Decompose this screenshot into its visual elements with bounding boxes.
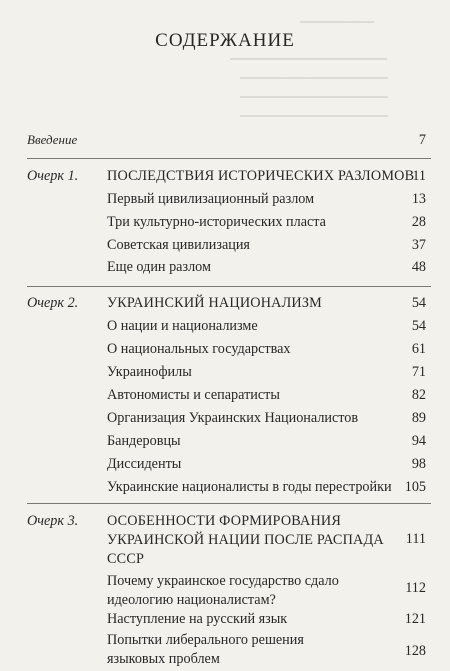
section-title: ОСОБЕННОСТИ ФОРМИРОВАНИЯ УКРАИНСКОЙ НАЦИИ ПОСЛЕ РАСПАДА СССР bbox=[107, 513, 384, 567]
toc-entry-page-number: 121 bbox=[404, 611, 426, 627]
section-prefix: Очерк 3. bbox=[27, 513, 79, 529]
section-page-number: 11 bbox=[412, 168, 426, 184]
toc-section-heading bbox=[0, 292, 450, 314]
intro-page-number: 7 bbox=[418, 132, 426, 148]
toc-entry-label: Наступление на русский язык bbox=[107, 611, 288, 627]
toc-section-heading bbox=[0, 165, 450, 187]
toc-entry-label: Почему украинское государство сдало идеологию националистам? bbox=[107, 573, 339, 608]
toc-entry-label: Автономисты и сепаратисты bbox=[107, 387, 280, 403]
toc-entry-page-number: 82 bbox=[411, 387, 426, 403]
toc-entry-label: Попытки либерального решения языковых проблем bbox=[107, 632, 304, 667]
toc-entry-label: О национальных государствах bbox=[107, 341, 291, 357]
toc-entry-label: Украинские националисты в годы перестройки bbox=[107, 479, 392, 495]
toc-entry-label: Еще один разлом bbox=[107, 259, 211, 275]
toc-entry bbox=[0, 384, 450, 406]
toc-entry-label: Советская цивилизация bbox=[107, 237, 250, 253]
toc-entry bbox=[0, 430, 450, 452]
toc-entry-page-number: 71 bbox=[411, 364, 426, 380]
toc-entry-page-number: 94 bbox=[411, 433, 426, 449]
toc-entry-page-number: 89 bbox=[411, 410, 426, 426]
toc-entry-label: Три культурно-исторических пласта bbox=[107, 214, 326, 230]
section-page-number: 54 bbox=[411, 295, 426, 311]
intro-label: Введение bbox=[27, 132, 78, 147]
section-divider bbox=[27, 158, 431, 159]
toc-entry bbox=[0, 572, 450, 612]
toc-entry-label: Первый цивилизационный разлом bbox=[107, 191, 315, 207]
section-divider bbox=[27, 286, 431, 287]
section-page-number: 111 bbox=[405, 531, 426, 547]
toc-entry bbox=[0, 453, 450, 475]
toc-section-heading bbox=[0, 512, 450, 572]
show-through-texture: ▁▁▁▁▁▁▁▁▁▁▁▁▁▁▁▁ bbox=[240, 65, 388, 79]
toc-entry bbox=[0, 476, 450, 498]
toc-entry-label: О нации и национализме bbox=[107, 318, 258, 334]
toc-entry-page-number: 37 bbox=[411, 237, 426, 253]
section-divider bbox=[27, 503, 431, 504]
toc-entry bbox=[0, 361, 450, 383]
section-prefix: Очерк 1. bbox=[27, 168, 79, 184]
toc-entry-label: Диссиденты bbox=[107, 456, 182, 472]
section-title: УКРАИНСКИЙ НАЦИОНАЛИЗМ bbox=[107, 295, 322, 311]
toc-entry-label: Организация Украинских Националистов bbox=[107, 410, 359, 426]
toc-entry-page-number: 48 bbox=[411, 259, 426, 275]
toc-entry bbox=[0, 407, 450, 429]
toc-entry bbox=[0, 188, 450, 210]
toc-entry-page-number: 98 bbox=[411, 456, 426, 472]
section-title: ПОСЛЕДСТВИЯ ИСТОРИЧЕСКИХ РАЗЛОМОВ bbox=[107, 168, 415, 184]
toc-entry bbox=[0, 256, 450, 278]
toc-entry-page-number: 28 bbox=[411, 214, 426, 230]
page-title: СОДЕРЖАНИЕ bbox=[155, 30, 295, 51]
toc-entry-page-number: 128 bbox=[404, 643, 426, 659]
show-through-texture: ▁▁▁▁▁▁▁▁ bbox=[300, 9, 374, 23]
toc-entry-page-number: 61 bbox=[411, 341, 426, 357]
toc-entry-page-number: 112 bbox=[405, 580, 426, 596]
show-through-texture: ▁▁▁▁▁▁▁▁▁▁▁▁▁▁▁▁ bbox=[240, 103, 388, 117]
toc-entry bbox=[0, 315, 450, 337]
section-prefix: Очерк 2. bbox=[27, 295, 79, 311]
toc-entry-page-number: 54 bbox=[411, 318, 426, 334]
toc-entry-page-number: 105 bbox=[404, 479, 426, 495]
toc-entry bbox=[0, 211, 450, 233]
toc-entry bbox=[0, 338, 450, 360]
toc-entry-label: Бандеровцы bbox=[107, 433, 181, 449]
show-through-texture: ▁▁▁▁▁▁▁▁▁▁▁▁▁▁▁▁▁ bbox=[230, 46, 387, 60]
toc-entry bbox=[0, 234, 450, 256]
toc-entry-page-number: 13 bbox=[411, 191, 426, 207]
show-through-texture: ▁▁▁▁▁▁▁▁▁▁▁▁▁▁▁▁ bbox=[240, 84, 388, 98]
toc-entry-label: Украинофилы bbox=[107, 364, 192, 380]
toc-entry bbox=[0, 608, 450, 630]
toc-entry bbox=[0, 631, 450, 671]
toc-entry-intro bbox=[0, 129, 450, 151]
